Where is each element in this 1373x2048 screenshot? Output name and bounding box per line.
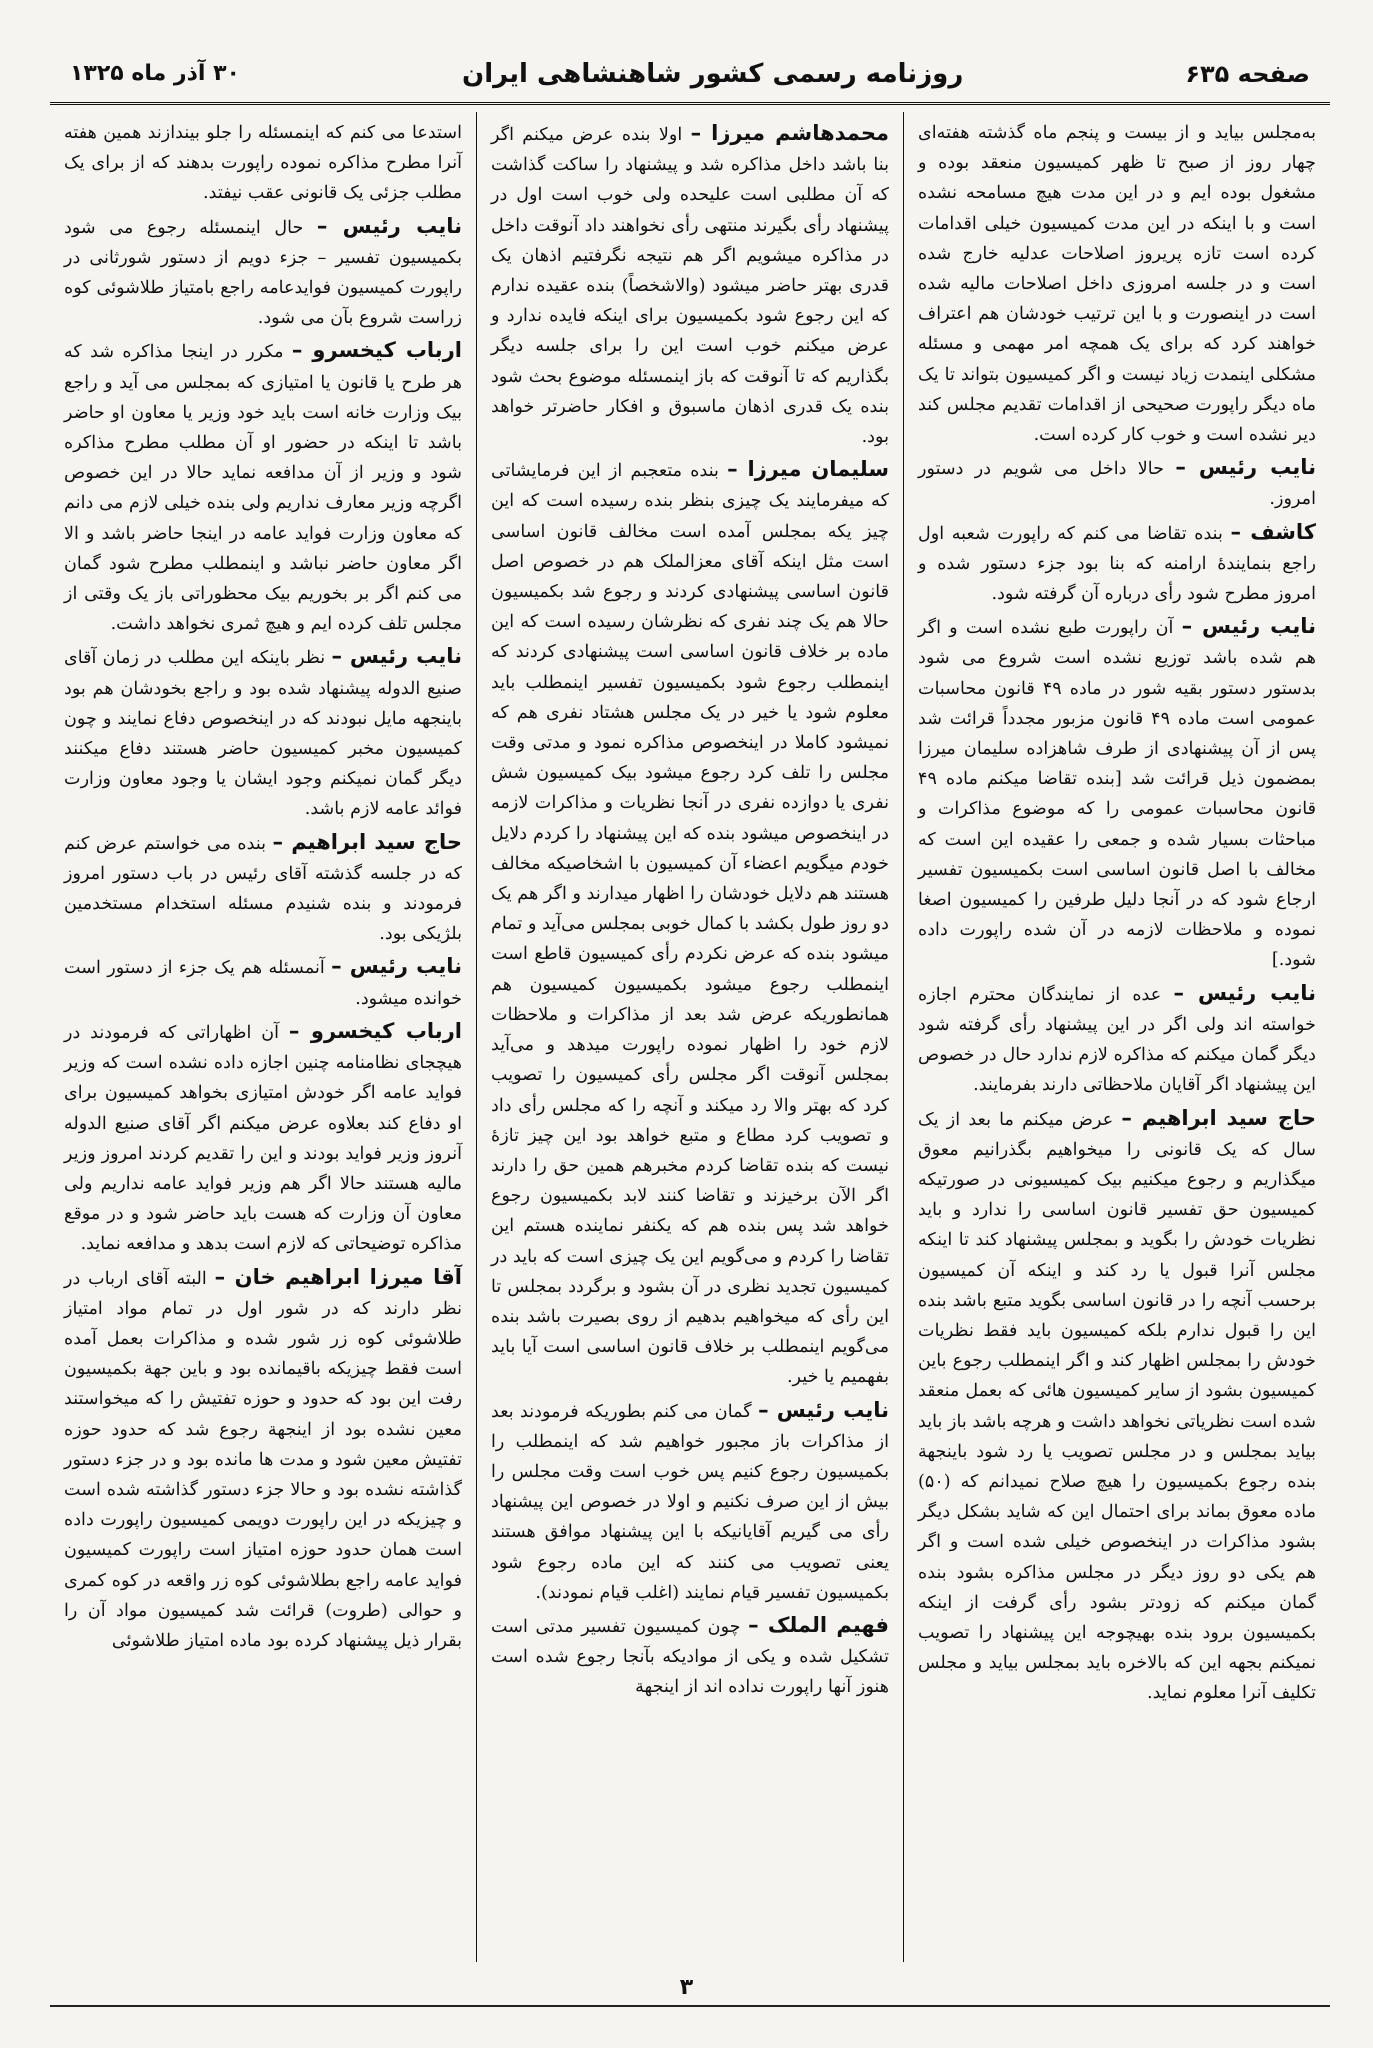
paragraph-text: آن اظهاراتی که فرمودند در هیچجای نظامنامه چنین اجازه داده نشده است که وزیر فواید عامه اگر خودش امتیازی بخواهد کمیسیون برای او دفاع کند بعلاوه عرض میکنم اگر آقای صنیع الدوله آنروز وزیر فواید بودند و این را تقدیم کردند امروز وزیر مالیه هستند حالا اگر هم وزیر فواید عامه نداریم ولی معاون آن وزارت که هست باید حاضر شود و در موقع مذاکره توضیحاتی که لازم است بدهد و مدافعه نماید. (64, 1022, 462, 1255)
paragraph (491, 1610, 889, 1703)
paragraph-text: مکرر در اینجا مذاکره شد که هر طرح یا قانون یا امتیازی که بمجلس می آید و راجع بیک وزارت خانه است باید خود وزیر یا معاون او حاضر باشد تا اینکه در حضور او آن مطلب مطرح مذاکره شود و وزیر از آن مدافعه نماید حالا در این خصوص اگرچه وزیر معارف نداریم ولی بنده خیلی لازم می دانم که معاون وزارت فواید عامه در اینجا حاضر باشد و الا اگر معاون حاضر نباشد و اینمطلب مطرح شود گمان می کنم اگر بر بخوریم بیک محظوراتی باز یک وقتی از مجلس تلف کرده ایم و هیچ ثمری نخواهد داشت. (64, 342, 462, 635)
paragraph (918, 1103, 1316, 1709)
speaker-name: نایب رئیس – (331, 644, 462, 669)
paragraph (918, 452, 1316, 514)
paragraph (491, 118, 889, 452)
speaker-name: ارباب کیخسرو – (288, 1018, 462, 1043)
speaker-name: نایب رئیس – (1181, 614, 1317, 639)
paragraph (918, 517, 1316, 610)
speaker-name: نایب رئیس – (1173, 980, 1317, 1005)
bottom-rule (50, 2005, 1330, 2007)
speaker-name: فهیم الملک – (748, 1612, 889, 1637)
paragraph-text: آنمسئله هم یک جزء از دستور است خوانده میشود. (64, 958, 462, 1009)
speaker-name: ارباب کیخسرو – (291, 338, 462, 363)
paragraph-text: بنده تقاضا می کنم که راپورت شعبه اول راجع بنمایندهٔ ارامنه که بنا بود جزء دستور شده و امروز مطرح شود رأی درباره آن گرفته شود. (918, 523, 1316, 605)
paragraph (64, 1016, 462, 1260)
paragraph (64, 827, 462, 950)
column-right (904, 112, 1330, 1962)
paragraph (491, 454, 889, 1392)
paragraph (64, 118, 462, 209)
paragraph (64, 641, 462, 824)
speaker-name: حاج سید ابراهیم – (272, 829, 463, 854)
paragraph (491, 1395, 889, 1608)
paragraph-text: گمان می کنم بطوریکه فرمودند بعد از مذاکرات باز مجبور خواهیم شد که اینمطلب را بکمیسیون رجوع کنیم پس خوب است وقت مجلس را بیش از این صرف نکنیم و اولا در خصوص این پیشنهاد رأی می گیریم آقایانیکه با این پیشنهاد موافق هستند یعنی تصویب می کنند که این ماده رجوع شود بکمیسیون تفسیر قیام نمایند (اغلب قیام نمودند). (491, 1401, 889, 1603)
speaker-name: سلیمان میرزا – (727, 457, 890, 482)
paragraph-text: استدعا می کنم که اینمسئله را جلو بیندازند همین هفته آنرا مطرح مذاکره نموده راپورت بدهند که از برای یک مطلب جزئی یک قانونی عقب نیفتد. (64, 123, 462, 204)
paragraph (64, 211, 462, 334)
speaker-name: نایب رئیس – (331, 954, 462, 979)
paragraph-text: البته آقای ارباب در نظر دارند که در شور اول در تمام مواد امتیاز طلاشوئی کوه زر شور شده و مذاکرات بعمل آمده است فقط چیزیکه باقیمانده بود و باین جهة بکمیسیون رفت این بود که حدود و حوزه تفتیش را که میخواستند معین نشده بود از اینجهة رجوع شد که حدود حوزه تفتیش معین شود و مدت ها مانده بود و در جزء دستور گذاشته نشده بود و حالا جزء دستور گذاشته شده است و چیزیکه در این راپورت دویمی کمیسیون راپورت داده است همان حدود حوزه امتیاز است راپورت کمیسیون فواید عامه راجع بطلاشوئی کوه زر واقعه در کوه کمری و حوالی (طروت) قرائت شد کمیسیون مواد آن را بقرار ذیل پیشنهاد کرده بود ماده امتیاز طلاشوئی (64, 1268, 462, 1651)
page-header (50, 45, 1330, 105)
paragraph-text: بنده متعجبم از این فرمایشاتی که میفرمایند یک چیزی بنظر بنده رسیده است که این چیز یکه بمجلس آمده است مخالف قانون اساسی است مثل اینکه آقای معزالملک هم در خصوص اصل قانون اساسی پیشنهادی کردند و رجوع شد بکمیسیون حالا هم یک چند نفری که نظرشان رسیده است که این ماده بر خلاف قانون اساسی است پیشنهادی کردند که اینمطلب رجوع شود بکمیسیون تفسیر اینمطلب باید معلوم شود یا خیر در یک مجلس هشتاد نفری هم که نمیشود کاملا در اینخصوص مذاکره نمود و مدتی وقت مجلس را تلف کرد رجوع میشود بیک کمیسیون شش نفری یا دوازده نفری در آنجا نظریات و مذاکرات لازمه در اینخصوص میشود بنده که این پیشنهاد را کردم دلایل خودم میگویم اعضاء آن کمیسیون با اشخاصیکه مخالف هستند هم دلایل خودشان را اظهار میدارند و اگر هم یک دو روز طول بکشد با کمال خوبی بمجلس می‌آید و تمام میشود بنده که عرض نکردم رأی کمیسیون قاطع است اینمطلب رجوع میشود بکمیسیون کمیسیون هم همانطوریکه عرض شد بعد از مذاکرات و ملاحظات لازم خود را اظهار نموده راپورت میدهد و می‌آید بمجلس آنوقت اگر مجلس رأی کمیسیون را تصویب کرد که بهتر والا رد میکند و آنچه را که مجلس رأی داد و تصویب کرد مطاع و متبع خواهد بود این چیز تازهٔ نیست که بنده تقاضا کردم مخبرهم همین حق را دارند اگر الآن برخیزند و تقاضا کنند لابد بکمیسیون رجوع خواهد شد پس بنده هم که یکنفر نماینده هستم این تقاضا را کردم و می‌گویم این یک چیزی است که باید در کمیسیون تجدید نظری در آن بشود و برگردد بمجلس تا این رأی که میخواهیم بدهیم از روی بصیرت باشد بنده می‌گویم اینمطلب بر خلاف قانون اساسی است آیا باید بفهمیم یا خیر. (491, 461, 889, 1388)
paragraph (918, 118, 1316, 450)
paragraph-text: عده از نمایندگان محترم اجازه خواسته اند ولی اگر در این پیشنهاد رأی گرفته شود دیگر گمان میکنم که مذاکره لازم ندارد حال در خصوص این پیشنهاد اگر آقایان ملاحظاتی دارند بفرمایند. (918, 984, 1316, 1096)
speaker-name: نایب رئیس – (1175, 455, 1317, 480)
text-columns (50, 112, 1330, 1962)
paragraph (64, 335, 462, 639)
column-middle (477, 112, 903, 1962)
paragraph (918, 611, 1316, 975)
paragraph-text: به‌مجلس بیاید و از بیست و پنجم ماه گذشته هفته‌ای چهار روز از صبح تا ظهر کمیسیون منعقد بوده و مشغول بوده ایم و در این مدت هیچ مسامحه نشده است و با اینکه در این مدت کمیسیون خیلی اقدامات کرده است تازه پریروز اصلاحات عدلیه خارج شده است و در جلسه امروزی داخل اصلاحات مالیه شده است در اینصورت و با این ترتیب خودشان هم اعتراف خواهند کرد که برای یک همچه امر مهمی و مسئله مشکلی اینمدت زیاد نیست و اگر کمیسیون بتواند تا یک ماه دیگر راپورت صحیحی از اقدامات تقدیم مجلس کند دیر نشده است و خوب کار کرده است. (918, 123, 1316, 446)
paragraph-text: حال اینمسئله رجوع می شود بکمیسیون تفسیر – جزء دویم از دستور شورثانی در راپورت کمیسیون فوایدعامه راجع بامتیاز طلاشوئی کوه زراست شروع بآن می شود. (64, 217, 462, 329)
column-left (50, 112, 476, 1962)
speaker-name: کاشف – (1230, 519, 1317, 544)
publication-title: روزنامه رسمی کشور شاهنشاهی ایران (462, 58, 964, 89)
speaker-name: حاج سید ابراهیم – (1121, 1105, 1317, 1130)
paragraph-text: آن راپورت طبع نشده است و اگر هم شده باشد توزیع نشده است شروع می شود بدستور دستور بقیه شور در ماده ۴۹ قانون محاسبات عمومی است ماده ۴۹ قانون مزبور مجدداً قرائت شد پس از آن پیشنهادی از طرف شاهزاده سلیمان میرزا بمضمون ذیل قرائت شد [بنده تقاضا میکنم ماده ۴۹ قانون محاسبات عمومی را که موضوع مذاکرات و مباحثات بسیار شده و جمعی را عقیده این است که مخالف با اصل قانون اساسی است بکمیسیون تفسیر ارجاع شود که در آنجا دلیل طرفین را کمیسیون اصغا نموده و ملاحظات لازمه در آن شده راپورت داده شود.] (918, 618, 1317, 971)
paragraph-text: نظر باینکه این مطلب در زمان آقای صنیع الدوله پیشنهاد شده بود و راجع بخودشان هم بود باینجهه مایل نبودند که در اینخصوص دفاع نمایند و چون کمیسیون مخبر کمیسیون حاضر هستند دفاع میکنند دیگر گمان نمیکنم وجود ایشان یا وجود معاون وزارت فوائد عامه لازم باشد. (64, 648, 462, 820)
paragraph-text: حالا داخل می شویم در دستور امروز. (918, 459, 1316, 510)
paragraph-text: چون کمیسیون تفسیر مدتی است تشکیل شده و یکی از موادیکه بآنجا رجوع شده است هنوز آنها راپورت نداده اند از اینجهة (491, 1616, 889, 1698)
page-number: ۳ (679, 1975, 694, 2000)
issue-date: ۳۰ آذر ماه ۱۳۲۵ (70, 61, 240, 86)
speaker-name: محمدهاشم میرزا – (690, 121, 889, 145)
paragraph (64, 951, 462, 1013)
paragraph-text: عرض میکنم ما بعد از یک سال که یک قانونی را میخواهیم بگذرانیم معوق میگذاریم و رجوع میکنیم بیک کمیسیونی در صورتیکه کمیسیون حق تفسیر قانون اساسی را ندارد و باید نظریات خودش را بگوید و بمجلس پیشنهاد کند تا اینکه مجلس آنرا قبول یا رد کند و اینکه آن کمیسیون برحسب آنچه را در قانون اساسی بگوید متبع باشد بنده این را قبول ندارم بلکه کمیسیون باید فقط نظریات خودش را بمجلس اظهار کند و اگر اینمطلب رجوع باین کمیسیون بشود از سایر کمیسیون هائی که بعمل منعقد شده است نظریاتی نخواهد داشت و هرچه باشد باز باید بیاید بمجلس و در مجلس تصویب یا رد شود باینجهة بنده رجوع بکمیسیون را هیچ صلاح نمیدانم که (۵۰) ماده معوق بماند برای احتمال این که شاید بشکل دیگر بشود مذاکرات در اینخصوص خیلی شده است و اگر هم یکی دو روز دیگر در مجلس مذاکره بشود بنده گمان میکنم که زودتر بشود رأی گرفت از اینکه بکمیسیون برود بنده بهیچوجه این پیشنهاد را تصویب نمیکنم بجهه این که بالاخره باید بمجلس بیاید و مجلس تکلیف آنرا معلوم نماید. (918, 1109, 1316, 1704)
speaker-name: آقا میرزا ابراهیم خان – (214, 1264, 462, 1289)
paragraph-text: بنده می خواستم عرض کنم که در جلسه گذشته آقای رئیس در باب دستور امروز فرمودند و بنده شنیدم مسئله استخدام مستخدمین بلژیکی بود. (64, 833, 462, 945)
paragraph (64, 1262, 462, 1657)
speaker-name: نایب رئیس – (758, 1397, 889, 1422)
paragraph (918, 978, 1316, 1101)
paragraph-text: اولا بنده عرض میکنم اگر بنا باشد داخل مذاکره شد و پیشنهاد را ساکت گذاشت که آن مطلبی است علیحده ولی خوب است اول در پیشنهاد رأی بگیرند منتهی رأی نخواهند داد آنوقت داخل در مذاکره میشویم اگر هم نتیجه نگرفتیم اذهان یک قدری بهتر حاضر میشود (والاشخصاً) بنده عقیده ندارم که این رجوع شود بکمیسیون برای اینکه فایده ندارد و عرض میکنم خوب است این را برای جلسه دیگر بگذاریم که تا آنوقت که باز اینمسئله موضوع بحث شود بنده یک قدری اذهان ماسبوق و افکار حاضرتر خواهد بود. (491, 125, 889, 448)
speaker-name: نایب رئیس – (316, 213, 462, 238)
page-label: صفحه ۶۳۵ (1185, 59, 1310, 88)
